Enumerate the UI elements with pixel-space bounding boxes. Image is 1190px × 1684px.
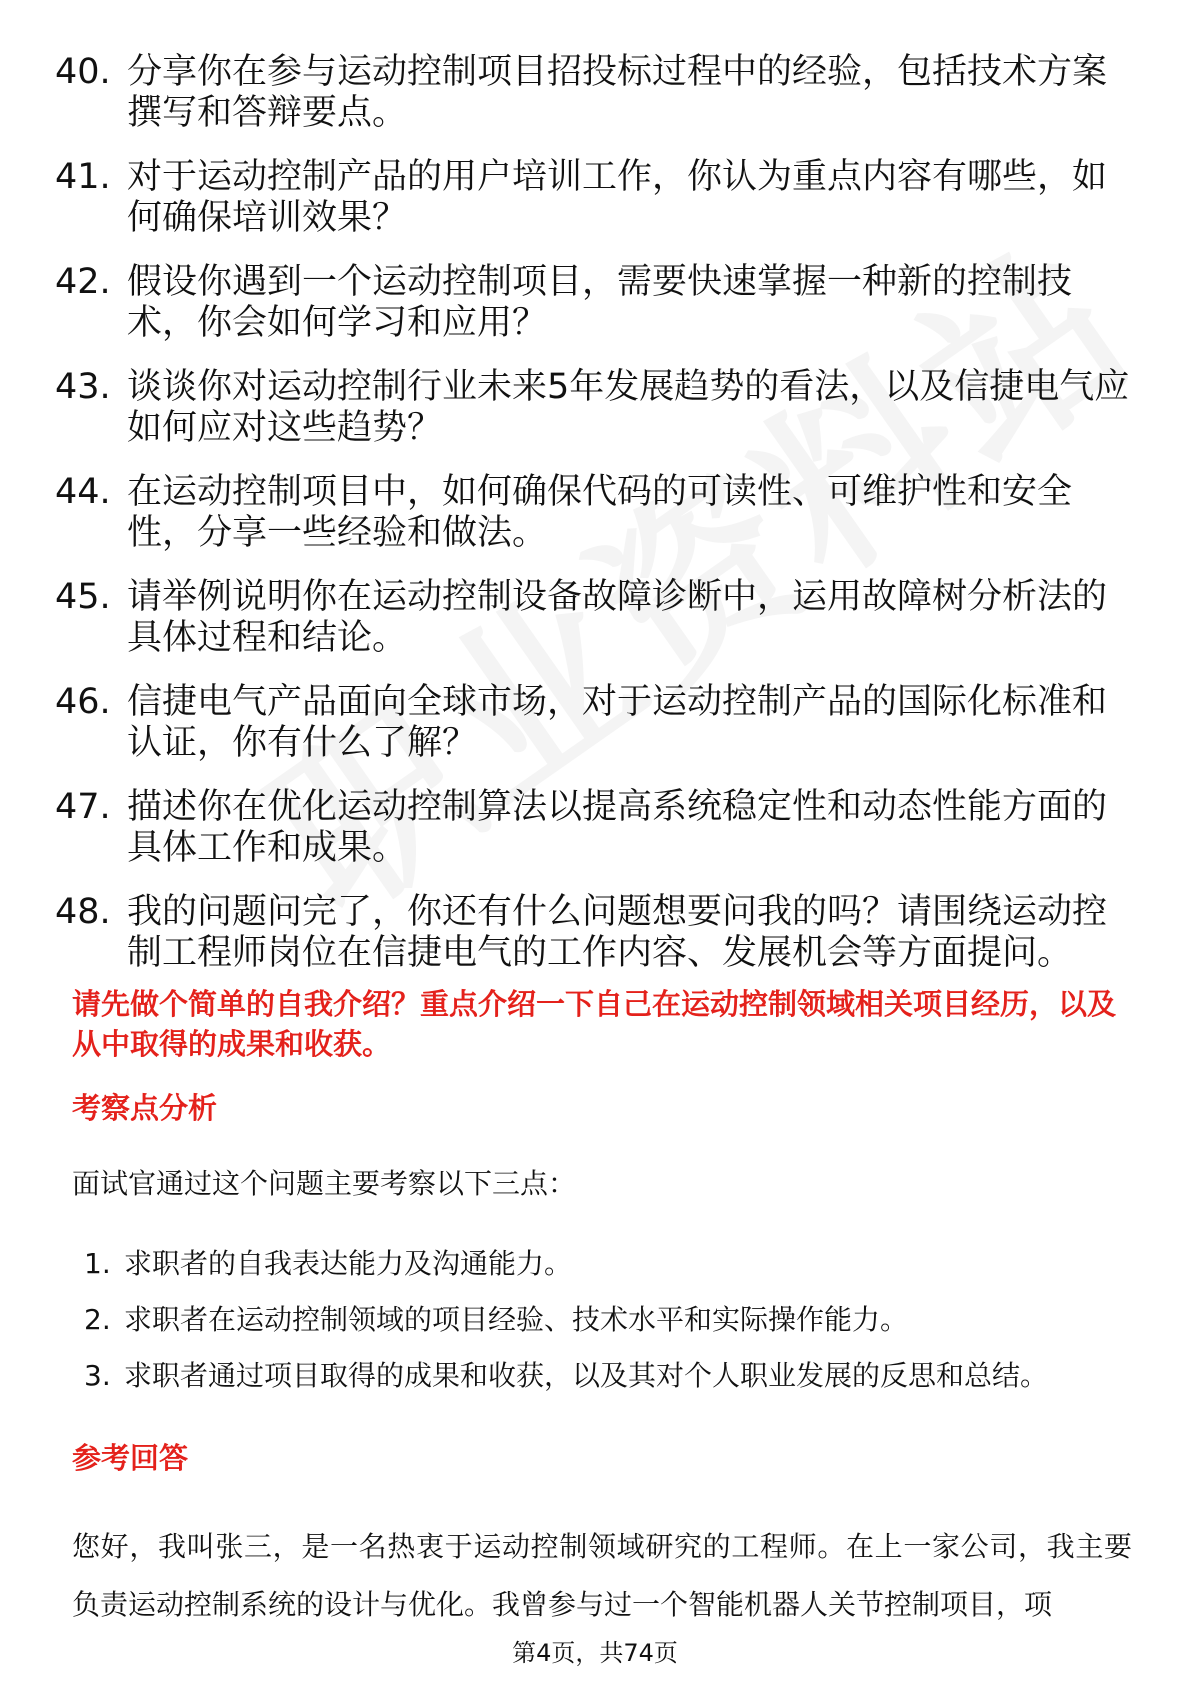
- list-text: 求职者的自我表达能力及沟通能力。: [124, 1247, 573, 1280]
- analysis-points: [84, 1246, 1124, 1414]
- question-item: [55, 262, 1135, 344]
- question-number: 42.: [55, 262, 111, 302]
- question-item: [55, 367, 1135, 449]
- list-item: [84, 1246, 1124, 1282]
- question-text: 分享你在参与运动控制项目招投标过程中的经验，包括技术方案撰写和答辩要点。: [127, 52, 1108, 133]
- question-text: 信捷电气产品面向全球市场，对于运动控制产品的国际化标准和认证，你有什么了解？: [127, 682, 1108, 763]
- analysis-intro: 面试官通过这个问题主要考察以下三点：: [72, 1167, 577, 1200]
- list-number: 1.: [84, 1247, 111, 1280]
- list-number: 2.: [84, 1303, 111, 1336]
- question-item: [55, 577, 1135, 659]
- question-number: 40.: [55, 52, 111, 92]
- question-number: 48.: [55, 892, 111, 932]
- question-text: 假设你遇到一个运动控制项目，需要快速掌握一种新的控制技术，你会如何学习和应用？: [127, 262, 1073, 343]
- analysis-heading: 考察点分析: [72, 1091, 218, 1125]
- question-item: [55, 472, 1135, 554]
- question-text: 请举例说明你在运动控制设备故障诊断中，运用故障树分析法的具体过程和结论。: [127, 577, 1108, 658]
- reference-answer: 您好，我叫张三，是一名热衷于运动控制领域研究的工程师。在上一家公司，我主要负责运动控制系统的设计与优化。我曾参与过一个智能机器人关节控制项目，项: [72, 1530, 1132, 1621]
- question-number: 43.: [55, 367, 111, 407]
- list-item: [84, 1302, 1124, 1338]
- highlighted-question: 请先做个简单的自我介绍？重点介绍一下自己在运动控制领域相关项目经历，以及从中取得的成果和收获。: [72, 987, 1117, 1061]
- question-item: [55, 787, 1135, 869]
- question-number: 45.: [55, 577, 111, 617]
- question-text: 描述你在优化运动控制算法以提高系统稳定性和动态性能方面的具体工作和成果。: [127, 787, 1108, 868]
- list-number: 3.: [84, 1359, 111, 1392]
- question-text: 对于运动控制产品的用户培训工作，你认为重点内容有哪些，如何确保培训效果？: [127, 157, 1108, 238]
- question-text: 我的问题问完了，你还有什么问题想要问我的吗？请围绕运动控制工程师岗位在信捷电气的工作内容、发展机会等方面提问。: [127, 892, 1108, 973]
- question-text: 谈谈你对运动控制行业未来5年发展趋势的看法，以及信捷电气应如何应对这些趋势？: [127, 367, 1130, 448]
- list-text: 求职者在运动控制领域的项目经验、技术水平和实际操作能力。: [124, 1303, 909, 1336]
- question-item: [55, 52, 1135, 134]
- question-item: [55, 157, 1135, 239]
- question-number: 44.: [55, 472, 111, 512]
- reference-heading: 参考回答: [72, 1441, 189, 1475]
- question-text: 在运动控制项目中，如何确保代码的可读性、可维护性和安全性，分享一些经验和做法。: [127, 472, 1073, 553]
- question-number: 46.: [55, 682, 111, 722]
- question-list: [55, 52, 1135, 997]
- question-number: 41.: [55, 157, 111, 197]
- list-item: [84, 1358, 1124, 1394]
- page-number: 第4页，共74页: [512, 1639, 678, 1667]
- question-item: [55, 682, 1135, 764]
- question-item: [55, 892, 1135, 974]
- question-number: 47.: [55, 787, 111, 827]
- list-text: 求职者通过项目取得的成果和收获，以及其对个人职业发展的反思和总结。: [124, 1359, 1049, 1392]
